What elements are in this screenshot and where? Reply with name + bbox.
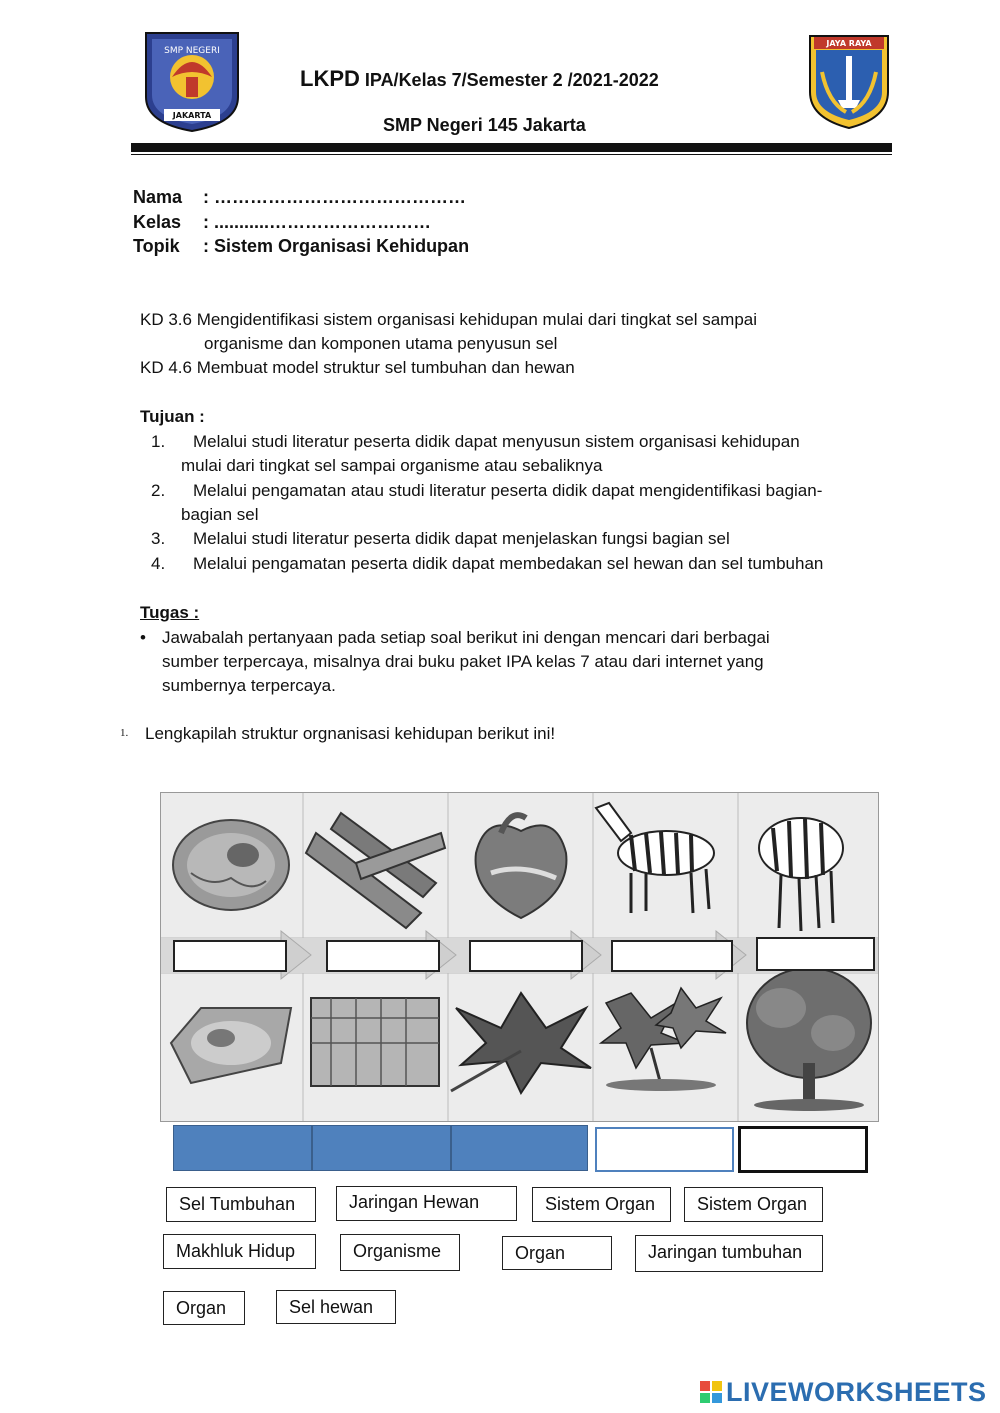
plant-answer-box-4[interactable]: [595, 1127, 734, 1172]
answer-box-cell-level[interactable]: [756, 937, 875, 971]
plant-answer-box-2[interactable]: [312, 1125, 451, 1171]
choice-tile[interactable]: Sistem Organ: [532, 1187, 671, 1222]
tujuan-heading: Tujuan :: [140, 407, 205, 426]
tujuan-item-4: [151, 552, 823, 576]
tugas-line3: sumbernya terpercaya.: [162, 676, 336, 695]
header-rule: [131, 143, 892, 152]
name-value: : ……………………………………: [203, 187, 466, 207]
svg-text:JAYA RAYA: JAYA RAYA: [826, 39, 872, 48]
tujuan-text-1: Melalui studi literatur peserta didik dapat menyusun sistem organisasi kehidupan: [193, 432, 800, 451]
question-text: Lengkapilah struktur orgnanisasi kehidupan berikut ini!: [145, 724, 556, 743]
tujuan-item-3: [151, 527, 730, 551]
svg-text:JAKARTA: JAKARTA: [172, 111, 212, 120]
title-lkpd: LKPD: [300, 66, 360, 91]
plant-tissue-image: [311, 998, 439, 1086]
tugas-bullet: •: [140, 628, 146, 647]
tugas-line1: Jawabalah pertanyaan pada setiap soal berikut ini dengan mencari dari berbagai: [162, 628, 770, 647]
tujuan-item-2: [151, 479, 822, 503]
choice-tile[interactable]: Jaringan Hewan: [336, 1186, 517, 1221]
answer-box-tissue-level[interactable]: [173, 940, 287, 972]
tujuan-item-2-cont: bagian sel: [181, 505, 259, 524]
plant-answer-box-5[interactable]: [738, 1126, 868, 1173]
answer-box-organ-level[interactable]: [326, 940, 440, 972]
kd-3-6-line2: organisme dan komponen utama penyusun sel: [204, 334, 558, 353]
tujuan-text-3: Melalui studi literatur peserta didik dapat menjelaskan fungsi bagian sel: [193, 529, 730, 548]
choice-tile[interactable]: Sistem Organ: [684, 1187, 823, 1222]
choice-tile[interactable]: Organ: [502, 1236, 612, 1270]
tujuan-text-2: Melalui pengamatan atau studi literatur peserta didik dapat mengidentifikasi bagian-: [193, 481, 823, 500]
topic-label: Topik: [133, 236, 180, 256]
tujuan-num-3: 3.: [151, 529, 166, 548]
jakarta-emblem: [806, 32, 892, 130]
choice-tile[interactable]: Makhluk Hidup: [163, 1234, 316, 1269]
tugas-line2: sumber terpercaya, misalnya drai buku paket IPA kelas 7 atau dari internet yang: [162, 652, 764, 671]
header-rule-thin: [131, 154, 892, 155]
tujuan-num-1: 1.: [151, 432, 166, 451]
tujuan-item-1-cont: mulai dari tingkat sel sampai organisme atau sebaliknya: [181, 456, 603, 475]
name-label: Nama: [133, 187, 183, 207]
choice-tile[interactable]: Jaringan tumbuhan: [635, 1235, 823, 1272]
animal-cell-image: [173, 820, 289, 910]
tujuan-text-4: Melalui pengamatan peserta didik dapat membedakan sel hewan dan sel tumbuhan: [193, 554, 824, 573]
school-logo: [138, 27, 246, 133]
name-field[interactable]: [133, 187, 466, 208]
tugas-heading: Tugas :: [140, 603, 200, 622]
class-label: Kelas: [133, 212, 182, 232]
tujuan-num-4: 4.: [151, 554, 166, 573]
choice-tile[interactable]: Sel Tumbuhan: [166, 1187, 316, 1222]
tujuan-num-2: 2.: [151, 481, 166, 500]
organization-diagram: [160, 792, 879, 1122]
answer-box-organism-level[interactable]: [611, 940, 733, 972]
choice-tile[interactable]: Organ: [163, 1291, 245, 1325]
topic-value: : Sistem Organisasi Kehidupan: [203, 236, 470, 256]
answer-box-organ-system-level[interactable]: [469, 940, 583, 972]
topic-field: [133, 236, 469, 257]
school-name: SMP Negeri 145 Jakarta: [383, 115, 586, 135]
choice-tile[interactable]: Sel hewan: [276, 1290, 396, 1324]
choice-tile[interactable]: Organisme: [340, 1234, 460, 1271]
liveworksheets-logo[interactable]: [700, 1377, 987, 1408]
title-subject: IPA/Kelas 7/Semester 2 /2021-2022: [359, 70, 659, 90]
liveworksheets-icon: [700, 1379, 722, 1401]
class-field[interactable]: [133, 212, 431, 233]
page-title: [300, 66, 659, 92]
liveworksheets-text: LIVEWORKSHEETS: [726, 1377, 987, 1407]
plant-answer-box-1[interactable]: [173, 1125, 312, 1171]
tujuan-item-1: [151, 430, 800, 454]
kd-3-6-line1: KD 3.6 Mengidentifikasi sistem organisasi kehidupan mulai dari tingkat sel sampai: [140, 310, 758, 329]
kd-4-6: KD 4.6 Membuat model struktur sel tumbuhan dan hewan: [140, 358, 575, 377]
svg-text:SMP NEGERI: SMP NEGERI: [164, 46, 220, 56]
plant-answer-box-3[interactable]: [451, 1125, 588, 1171]
question-number: 1.: [120, 727, 129, 739]
class-value: : ...........………………………: [203, 212, 432, 232]
